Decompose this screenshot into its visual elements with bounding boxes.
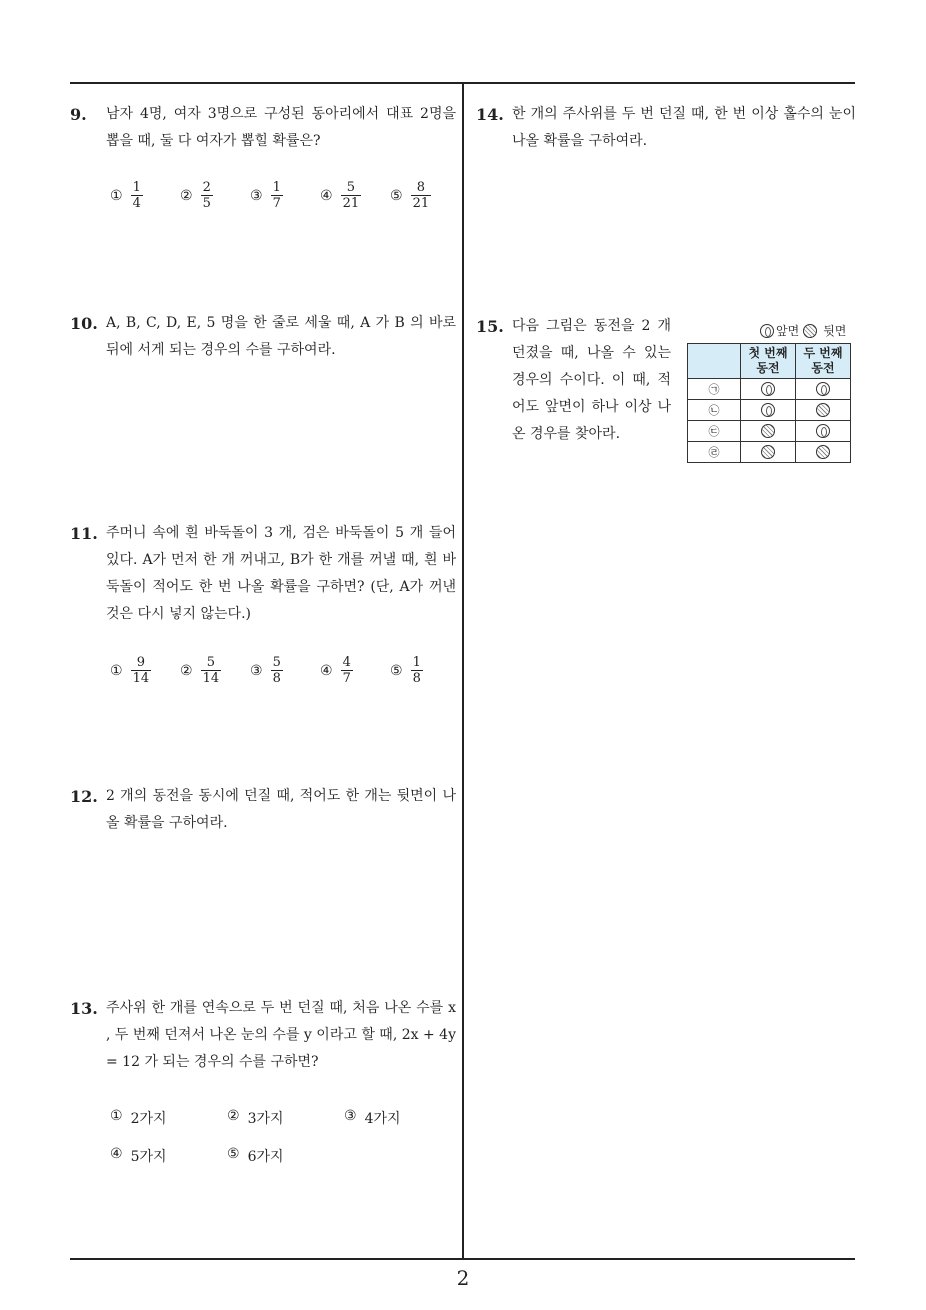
legend-head-label: 앞면	[776, 324, 800, 338]
question-15	[476, 313, 671, 448]
choice-2[interactable]: ② $\frac{5}{14}$	[180, 655, 220, 686]
choice-2[interactable]: ② $\frac{2}{5}$	[180, 180, 211, 211]
choice-3[interactable]: ③ 4가지	[344, 1108, 401, 1127]
coin-tail-icon	[816, 403, 830, 417]
question-text: A, B, C, D, E, 5 명을 한 줄로 세울 때, A 가 B 의 바로 뒤에 서게 되는 경우의 수를 구하여라.	[106, 315, 456, 358]
question-number: 9.	[70, 105, 87, 124]
table-row	[688, 421, 851, 442]
question-text: 남자 4명, 여자 3명으로 구성된 동아리에서 대표 2명을 뽑을 때, 둘 다 여자가 뽑힐 확률은?	[106, 106, 456, 149]
table-row	[688, 379, 851, 400]
table-row	[688, 400, 851, 421]
table-corner	[688, 344, 741, 379]
question-12	[70, 783, 456, 837]
coin-head-icon	[816, 424, 830, 438]
coin-tail-icon	[761, 424, 775, 438]
header-first-coin: 첫 번째 동전	[741, 344, 796, 379]
table-row	[688, 442, 851, 463]
coin-head-icon	[761, 382, 775, 396]
coin-tail-icon	[816, 445, 830, 459]
row-label: ㉢	[688, 421, 741, 442]
question-number: 11.	[70, 524, 98, 543]
question-11	[70, 520, 456, 628]
q9-choices	[110, 180, 460, 211]
question-number: 15.	[476, 317, 504, 336]
legend-tail-label: 뒷면	[823, 324, 847, 338]
q11-choices	[110, 655, 460, 686]
column-divider	[462, 83, 464, 1259]
choice-3[interactable]: ③ $\frac{1}{7}$	[250, 180, 281, 211]
row-label: ㉠	[688, 379, 741, 400]
choice-4[interactable]: ④ $\frac{4}{7}$	[320, 655, 351, 686]
question-number: 12.	[70, 787, 98, 806]
coin-head-icon	[760, 324, 774, 338]
question-number: 14.	[476, 105, 504, 124]
question-text: 다음 그림은 동전을 2 개 던졌을 때, 나올 수 있는 경우의 수이다. 이 때, 적어도 앞면이 하나 이상 나온 경우를 찾아라.	[512, 318, 671, 442]
choice-5[interactable]: ⑤ $\frac{1}{8}$	[390, 655, 421, 686]
coin-tail-icon	[803, 324, 817, 338]
question-text: 한 개의 주사위를 두 번 던질 때, 한 번 이상 홀수의 눈이 나올 확률을 구하여라.	[512, 106, 856, 149]
question-text: 주사위 한 개를 연속으로 두 번 던질 때, 처음 나온 수를 x , 두 번째 던져서 나온 눈의 수를 y 이라고 할 때, 2x + 4y = 12 가 되는 경우의 수를 구하면?	[106, 1000, 456, 1070]
question-number: 13.	[70, 999, 98, 1018]
question-9	[70, 101, 456, 155]
q13-choices	[110, 1108, 461, 1184]
coin-legend	[760, 322, 846, 339]
choice-4[interactable]: ④ 5가지	[110, 1146, 167, 1165]
coin-outcomes-table	[687, 343, 851, 463]
coin-tail-icon	[761, 445, 775, 459]
row-label: ㉣	[688, 442, 741, 463]
choice-3[interactable]: ③ $\frac{5}{8}$	[250, 655, 281, 686]
row-label: ㉡	[688, 400, 741, 421]
choice-1[interactable]: ① $\frac{9}{14}$	[110, 655, 150, 686]
question-14	[476, 101, 856, 155]
question-10	[70, 310, 456, 364]
coin-head-icon	[761, 403, 775, 417]
choice-5[interactable]: ⑤ $\frac{8}{21}$	[390, 180, 430, 211]
choice-2[interactable]: ② 3가지	[227, 1108, 284, 1127]
choice-5[interactable]: ⑤ 6가지	[227, 1146, 284, 1165]
question-number: 10.	[70, 314, 98, 333]
choice-1[interactable]: ① $\frac{1}{4}$	[110, 180, 141, 211]
bottom-rule	[70, 1258, 855, 1260]
question-13	[70, 995, 456, 1076]
question-text: 주머니 속에 흰 바둑돌이 3 개, 검은 바둑돌이 5 개 들어 있다. A가 먼저 한 개 꺼내고, B가 한 개를 꺼낼 때, 흰 바둑돌이 적어도 한 번 나올 확률을 구하면? (단, A가 꺼낸 것은 다시 넣지 않는다.)	[106, 525, 456, 622]
header-second-coin: 두 번째 동전	[796, 344, 851, 379]
page-number: 2	[456, 1266, 470, 1290]
choice-4[interactable]: ④ $\frac{5}{21}$	[320, 180, 360, 211]
question-text: 2 개의 동전을 동시에 던질 때, 적어도 한 개는 뒷면이 나올 확률을 구하여라.	[106, 788, 456, 831]
coin-head-icon	[816, 382, 830, 396]
choice-1[interactable]: ① 2가지	[110, 1108, 167, 1127]
